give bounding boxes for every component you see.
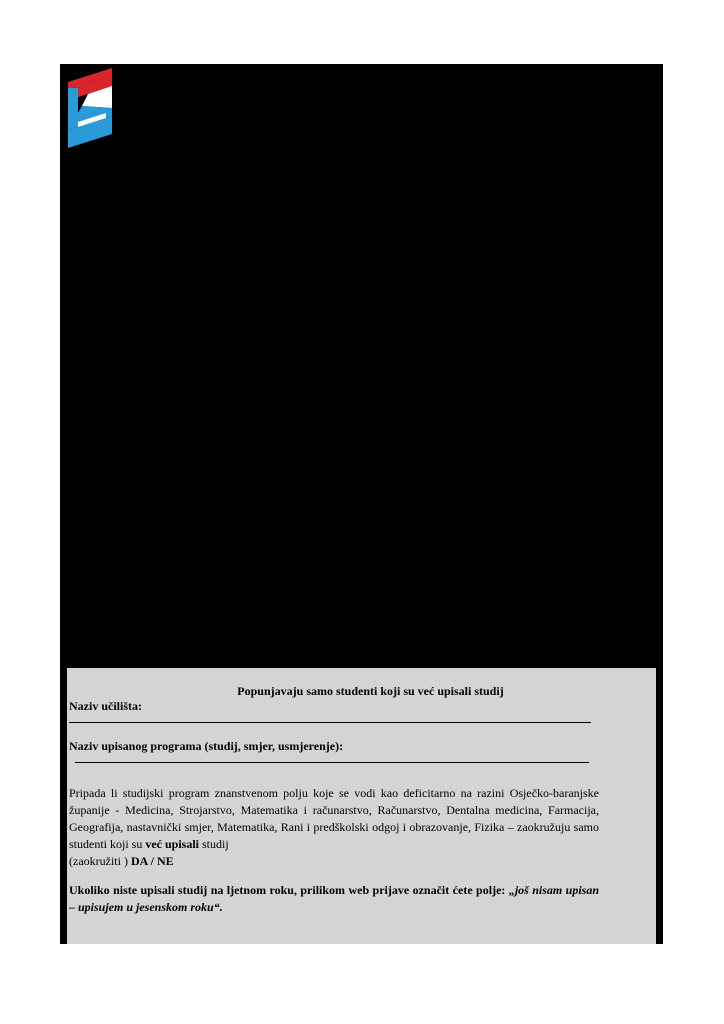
institution-logo-icon (68, 68, 114, 150)
institution-label: Naziv učilišta: (69, 699, 142, 713)
question-bold-text: već upisali (145, 837, 200, 851)
autumn-term-note (69, 882, 599, 916)
program-label: Naziv upisanog programa (studij, smjer, usmjerenje): (69, 739, 344, 753)
circle-instruction: (zaokružiti ) (69, 854, 128, 868)
form-heading: Popunjavaju samo studenti koji su već upisali studij (237, 684, 504, 698)
answer-options[interactable]: DA / NE (130, 854, 174, 868)
deficit-field-question (69, 785, 599, 870)
question-end-text: studij (202, 837, 229, 851)
question-text: Pripada li studijski program znanstvenom polju koje se vodi kao deficitarno na razini Osječko-baranjske županije - Medicina, Strojarstvo, Matematika i računarstvo, Računarstvo, Dentalna medicina, Farmacija, Geografija, nastavnički smjer, Matematika, Rani i predškolski odgoj i obrazovanje, Fizika – zaokružuju samo studenti koji su (69, 786, 599, 851)
note-quote: „još nisam upisan – upisujem u jesenskom roku“. (69, 883, 600, 914)
note-text: Ukoliko niste upisali studij na ljetnom roku, prilikom web prijave označit ćete polje: (69, 883, 506, 897)
student-form-section (67, 668, 656, 944)
